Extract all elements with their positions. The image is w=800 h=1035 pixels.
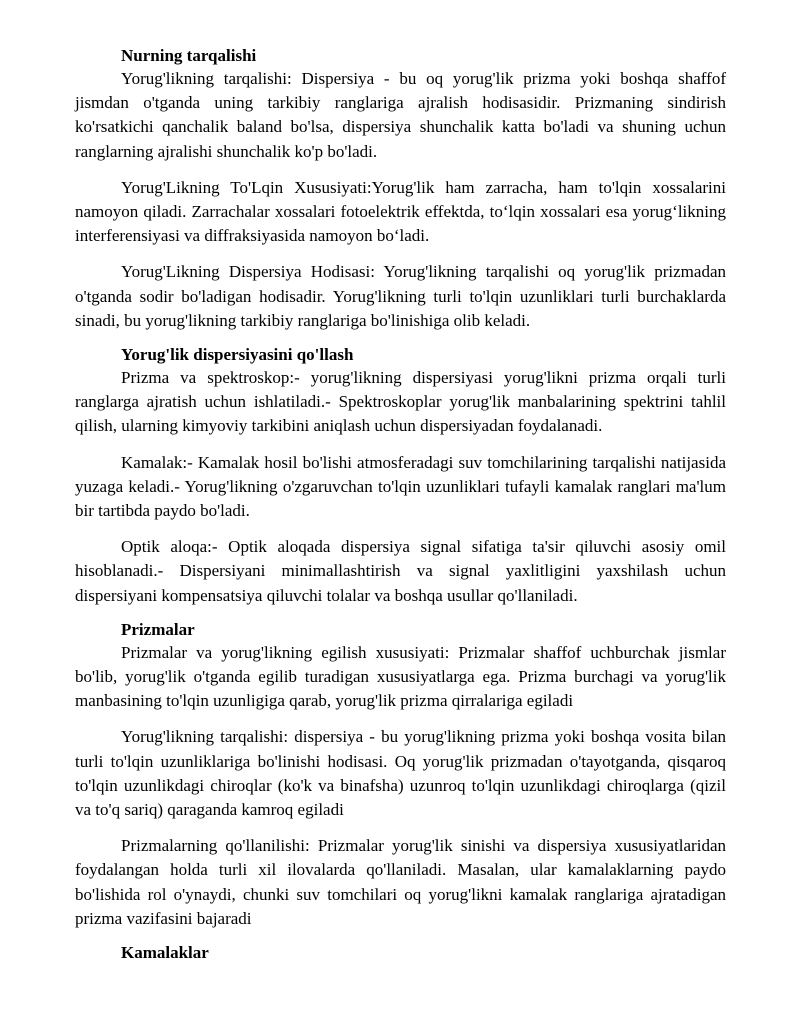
paragraph-spacer (75, 439, 726, 451)
paragraph: Kamalak:- Kamalak hosil bo'lishi atmosferadagi suv tomchilarining tarqalishi natijasida yuzaga keladi.- Yorug'likning o'zgaruvchan to'lqin uzunliklari tufayli kamalak ranglari ma'lum bir tartibda paydo bo'ladi. (75, 452, 726, 521)
paragraph-spacer (75, 164, 726, 176)
paragraph-spacer (75, 608, 726, 618)
paragraph-spacer (75, 822, 726, 834)
paragraph: Prizmalarning qo'llanilishi: Prizmalar yorug'lik sinishi va dispersiya xususiyatlaridan foydalangan holda turli xil ilovalarda qo'llaniladi. Masalan, ular kamalaklarning paydo bo'lishida rol o'ynaydi, chunki suv tomchilari oq yorug'likni kamalak ranglariga ajratadigan prizma vazifasini bajaradi (75, 836, 726, 928)
paragraph-spacer (75, 931, 726, 941)
paragraph: Yorug'likning tarqalishi: dispersiya - bu yorug'likning prizma yoki boshqa vosita bilan turli to'lqin uzunliklariga bo'linishi hodisasi. Oq yorug'lik prizmadan o'tayotganda, qisqaroq to'lqin uzunlikdagi chiroqlar (ko'k va binafsha) uzunroq to'lqin uzunlikdagi chiroqlarga (qizil va to'q sariq) qaraganda kamroq egiladi (75, 727, 726, 820)
paragraph: Yorug'Likning Dispersiya Hodisasi: Yorug'likning tarqalishi oq yorug'lik prizmadan o'tganda sodir bo'ladigan hodisadir. Yorug'likning turli to'lqin uzunliklari turli burchaklarda sinadi, bu yorug'likning tarkibiy ranglariga bo'linishiga olib keladi. (75, 262, 726, 330)
paragraph: Yorug'Likning To'Lqin Xususiyati:Yorug'lik ham zarracha, ham to'lqin xossalarini namoyon qiladi. Zarrachalar xossalari fotoelektrik effektda, to‘lqin xossalari esa yorug‘likning interferensiyasi va diffraksiyasida namoyon bo‘ladi. (75, 177, 726, 246)
paragraph-spacer (75, 248, 726, 260)
paragraph-spacer (75, 523, 726, 535)
paragraph-spacer (75, 333, 726, 343)
paragraph: Prizma va spektroskop:- yorug'likning dispersiyasi yorug'likni prizma orqali turli ranglarga ajratish uchun ishlatiladi.- Spektroskoplar yorug'lik manbalarining spektrini tahlil qilish, ularning kimyoviy tarkibini aniqlash uchun dispersiyadan foydalanadi. (75, 368, 726, 436)
section-heading-prizmalar: Prizmalar (121, 619, 195, 639)
section-heading-dispersiya-qollash: Yorug'lik dispersiyasini qo'llash (121, 345, 354, 365)
paragraph-spacer (75, 713, 726, 725)
section-heading-kamalaklar: Kamalaklar (121, 943, 209, 963)
document-page (75, 44, 726, 964)
paragraph: Prizmalar va yorug'likning egilish xususiyati: Prizmalar shaffof uchburchak jismlar bo'lib, yorug'lik o'tganda egilib turadigan xususiyatlarga ega. Prizma burchagi va yorug'lik manbasining to'lqin uzunligiga qarab, yorug'lik prizma qirralariga egiladi (75, 642, 726, 711)
paragraph: Optik aloqa:- Optik aloqada dispersiya signal sifatiga ta'sir qiluvchi asosiy omil hisoblanadi.- Dispersiyani minimallashtirish va signal yaxlitligini yaxshilash uchun dispersiyani kompensatsiya qiluvchi tolalar va boshqa usullar qo'llaniladi. (75, 537, 726, 605)
paragraph: Yorug'likning tarqalishi: Dispersiya - bu oq yorug'lik prizma yoki boshqa shaffof jismdan o'tganda uning tarkibiy ranglariga ajralish hodisasidir. Prizmaning sindirish ko'rsatkichi qanchalik baland bo'lsa, dispersiya shunchalik katta bo'ladi va shuning uchun ranglarning ajralishi shunchalik ko'p bo'ladi. (75, 69, 726, 161)
section-heading-nurning-tarqalishi: Nurning tarqalishi (121, 46, 257, 65)
